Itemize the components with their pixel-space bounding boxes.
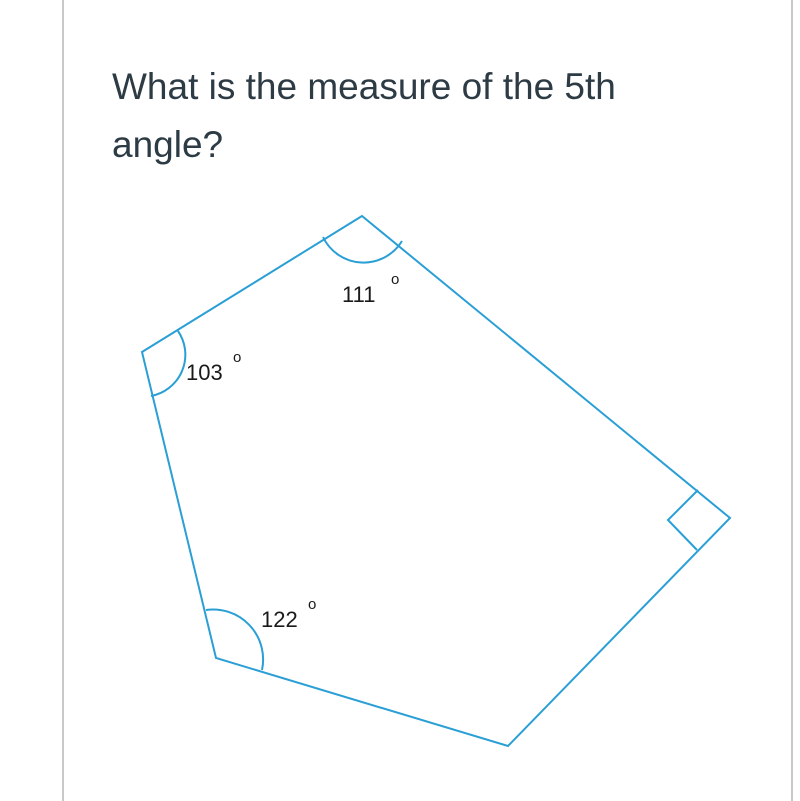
right-angle-marker [668, 490, 698, 550]
angle-value-top: 111 [342, 282, 376, 307]
question-line-1: What is the measure of the 5th [112, 66, 616, 107]
angle-arc-left [151, 331, 185, 396]
degree-symbol-bottom-left: o [308, 596, 317, 613]
angle-value-left: 103 [186, 360, 223, 385]
question-line-2: angle? [112, 124, 224, 165]
angle-arc-bottom-left [206, 609, 263, 670]
angle-label-left [186, 349, 241, 385]
angle-label-bottom-left [261, 596, 316, 632]
degree-symbol-top: o [391, 271, 400, 288]
pentagon-outline [142, 216, 730, 746]
angle-value-bottom-left: 122 [261, 607, 298, 632]
angle-label-top [342, 271, 399, 307]
degree-symbol-left: o [233, 349, 242, 366]
angle-arc-top [323, 237, 402, 263]
